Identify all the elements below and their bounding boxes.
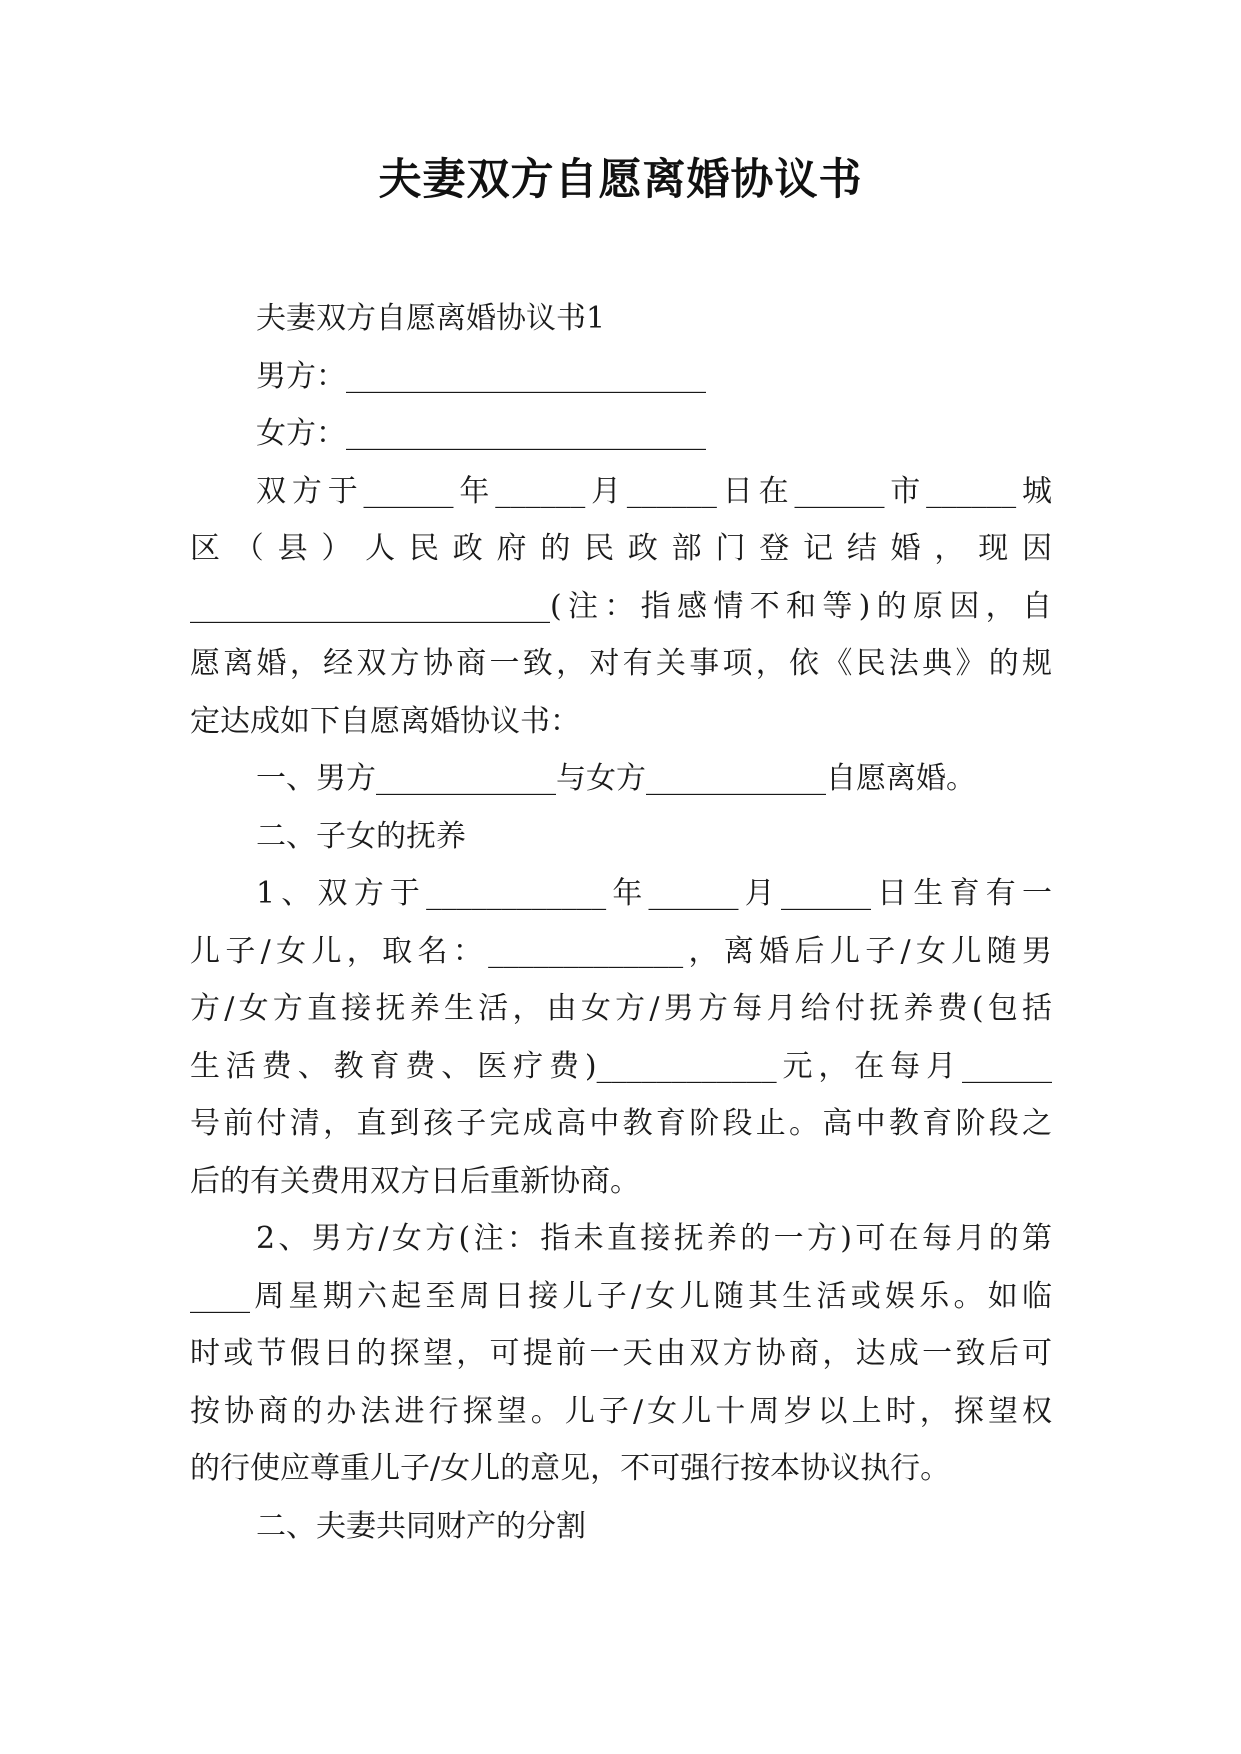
paragraph [190, 405, 1052, 463]
document-title: 夫妻双方自愿离婚协议书 [378, 155, 863, 205]
text-line: 后的有关费用双方日后重新协商。 [190, 1163, 640, 1199]
text-line: 的行使应尊重儿子/女儿的意见，不可强行按本协议执行。 [190, 1451, 951, 1486]
paragraph [190, 808, 1052, 866]
section-heading: 二、子女的抚养 [256, 818, 466, 854]
text-line: 双方于______年______月______日在______市______城 [256, 473, 1052, 509]
text-line: 区（县）人民政府的民政部门登记结婚，现因 [190, 531, 1052, 566]
text-line: 1、双方于____________年______月______日生育有一 [256, 876, 1052, 911]
text-line: 一、男方____________与女方____________自愿离婚。 [256, 761, 976, 796]
text-line: 时或节假日的探望，可提前一天由双方协商，达成一致后可 [190, 1336, 1052, 1371]
paragraph [190, 865, 1052, 1210]
text-line: 儿子/女儿，取名：_____________，离婚后儿子/女儿随男 [190, 933, 1052, 969]
text-line: 生活费、教育费、医疗费)____________元，在每月______ [190, 1048, 1052, 1084]
paragraph [190, 463, 1052, 751]
text-line: ________________________(注：指感情不和等)的原因，自 [190, 588, 1052, 624]
document-body [190, 290, 1052, 1555]
text-line: 方/女方直接抚养生活，由女方/男方每月给付抚养费(包括 [190, 991, 1052, 1026]
paragraph [190, 1210, 1052, 1498]
paragraph [190, 290, 1052, 348]
text-line: ____周星期六起至周日接儿子/女儿随其生活或娱乐。如临 [190, 1278, 1052, 1314]
paragraph [190, 1498, 1052, 1556]
text-line: 女方：________________________ [256, 416, 706, 451]
text-line: 号前付清，直到孩子完成高中教育阶段止。高中教育阶段之 [190, 1106, 1052, 1141]
text-line: 按协商的办法进行探望。儿子/女儿十周岁以上时，探望权 [190, 1393, 1052, 1429]
text-line: 男方：________________________ [256, 358, 706, 394]
text-line: 夫妻双方自愿离婚协议书1 [256, 301, 606, 336]
paragraph [190, 348, 1052, 406]
paragraph [190, 750, 1052, 808]
section-heading: 二、夫妻共同财产的分割 [256, 1508, 586, 1544]
text-line: 定达成如下自愿离婚协议书： [190, 703, 580, 739]
text-line: 愿离婚，经双方协商一致，对有关事项，依《民法典》的规 [190, 646, 1052, 681]
text-line: 2、男方/女方(注：指未直接抚养的一方)可在每月的第 [256, 1221, 1052, 1256]
